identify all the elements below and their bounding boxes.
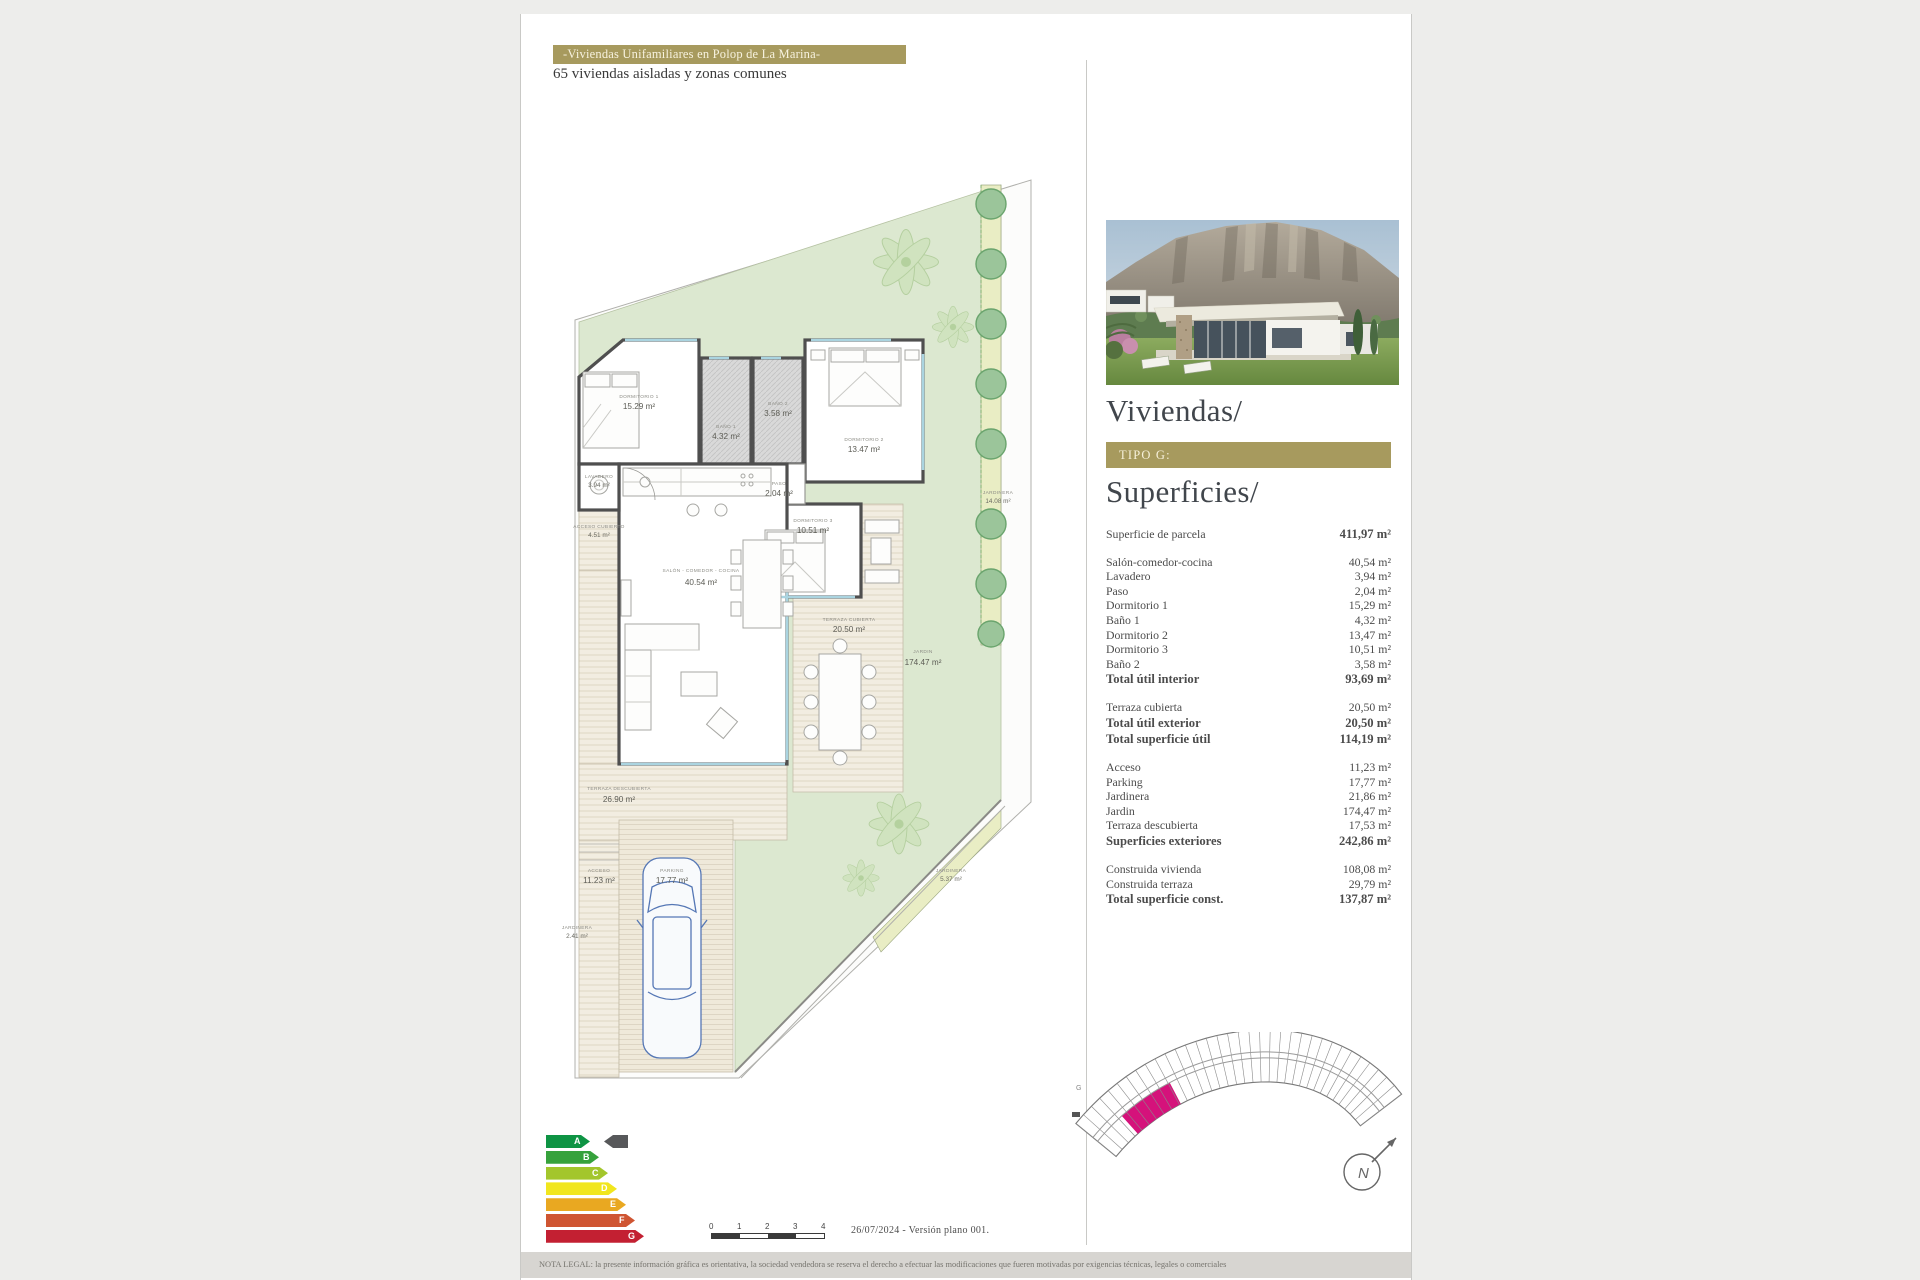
svg-text:DORMITORIO 3: DORMITORIO 3 — [793, 519, 833, 524]
surface-row: Paso 2,04 m² — [1106, 583, 1391, 598]
surface-row: Terraza descubierta 17,53 m² — [1106, 818, 1391, 833]
svg-text:11.23 m²: 11.23 m² — [583, 876, 615, 885]
plots-band — [1076, 1032, 1402, 1157]
svg-text:4.51 m²: 4.51 m² — [588, 532, 610, 539]
surface-row: Dormitorio 1 15,29 m² — [1106, 598, 1391, 613]
svg-text:BAÑO 1: BAÑO 1 — [716, 425, 736, 430]
energy-row-b: B — [546, 1151, 746, 1164]
svg-text:TERRAZA DESCUBIERTA: TERRAZA DESCUBIERTA — [587, 787, 651, 792]
palm-tree-icon — [869, 794, 929, 854]
svg-text:JARDINERA: JARDINERA — [561, 926, 593, 931]
svg-text:ACCESO CUBIERTO: ACCESO CUBIERTO — [573, 525, 625, 530]
room-bano-1 — [701, 358, 751, 464]
svg-text:BAÑO 2: BAÑO 2 — [768, 402, 788, 407]
car-icon — [637, 858, 707, 1058]
svg-text:N: N — [1358, 1165, 1369, 1182]
scale-bar: 0 1 2 3 4 — [711, 1222, 831, 1242]
energy-row-f: F — [546, 1214, 746, 1227]
rating-cursor-icon — [604, 1135, 628, 1148]
svg-text:DORMITORIO 1: DORMITORIO 1 — [619, 395, 659, 400]
svg-text:10.51 m²: 10.51 m² — [796, 526, 830, 535]
surface-row: Baño 1 4,32 m² — [1106, 612, 1391, 627]
acceso-cubierto — [579, 510, 619, 570]
svg-text:JARDIN: JARDIN — [913, 650, 933, 655]
project-subtitle: 65 viviendas aisladas y zonas comunes — [553, 66, 787, 82]
surface-row: Total superficie útil 114,19 m² — [1106, 731, 1391, 746]
surface-row: Superficies exteriores 242,86 m² — [1106, 833, 1391, 848]
version-text: 26/07/2024 - Versión plano 001. — [851, 1225, 990, 1236]
site-plan — [1066, 1032, 1411, 1202]
site-plan-mark: G — [1076, 1085, 1082, 1092]
surface-row: Acceso 11,23 m² — [1106, 759, 1391, 774]
surface-row: Baño 2 3,58 m² — [1106, 656, 1391, 671]
svg-text:JARDINERA: JARDINERA — [935, 869, 967, 874]
svg-text:26.90 m²: 26.90 m² — [602, 795, 636, 804]
surface-row: Construida terraza 29,79 m² — [1106, 876, 1391, 891]
surface-row: Construida vivienda 108,08 m² — [1106, 861, 1391, 876]
legal-footer: NOTA LEGAL: la presente información gráfica es orientativa, la sociedad vendedora se reserva el derecho a efectuar las modificaciones que fueren motivadas por exigencias técnicas, legales o comerciales — [521, 1252, 1411, 1278]
surface-row: Jardinera 21,86 m² — [1106, 789, 1391, 804]
palm-tree-icon — [932, 306, 974, 348]
panel-title: Viviendas/ — [1106, 393, 1243, 428]
svg-text:14.08 m²: 14.08 m² — [985, 498, 1011, 505]
svg-text:JARDINERA: JARDINERA — [982, 491, 1014, 496]
surface-row: Total útil interior 93,69 m² — [1106, 672, 1391, 687]
north-arrow-icon — [1344, 1138, 1396, 1190]
svg-text:40.54 m²: 40.54 m² — [684, 578, 718, 587]
svg-text:5.37 m²: 5.37 m² — [940, 876, 962, 883]
svg-text:ACCESO: ACCESO — [587, 869, 611, 874]
surface-row: Total útil exterior 20,50 m² — [1106, 715, 1391, 730]
svg-text:TERRAZA CUBIERTA: TERRAZA CUBIERTA — [822, 618, 876, 623]
section-title: Superficies/ — [1106, 474, 1259, 509]
svg-text:17.77 m²: 17.77 m² — [655, 876, 689, 885]
svg-text:PARKING: PARKING — [660, 869, 684, 874]
svg-text:174.47 m²: 174.47 m² — [904, 658, 942, 667]
project-title-band: -Viviendas Unifamiliares en Polop de La Marina- — [553, 45, 906, 64]
palm-tree-icon — [874, 230, 939, 295]
svg-text:15.29 m²: 15.29 m² — [622, 402, 656, 411]
plan-sheet-page — [520, 0, 1412, 1280]
surface-row: Dormitorio 3 10,51 m² — [1106, 642, 1391, 657]
surface-row: Total superficie const. 137,87 m² — [1106, 892, 1391, 907]
energy-row-d: D — [546, 1182, 746, 1195]
energy-row-c: C — [546, 1167, 746, 1180]
cypress-tree — [1353, 309, 1363, 355]
svg-text:DORMITORIO 2: DORMITORIO 2 — [844, 438, 884, 443]
svg-text:LAVADERO: LAVADERO — [584, 475, 614, 480]
palm-tree-icon — [843, 860, 879, 896]
svg-text:SALÓN - COMEDOR - COCINA: SALÓN - COMEDOR - COCINA — [662, 569, 740, 574]
svg-text:PASO: PASO — [771, 482, 787, 487]
surface-row: Dormitorio 2 13,47 m² — [1106, 627, 1391, 642]
svg-text:3.94 m²: 3.94 m² — [588, 482, 610, 489]
villa-render-photo — [1106, 220, 1399, 385]
svg-text:3.58 m²: 3.58 m² — [764, 409, 792, 418]
svg-text:4.32 m²: 4.32 m² — [712, 432, 740, 441]
canvas-top-margin — [0, 0, 1920, 14]
svg-text:13.47 m²: 13.47 m² — [847, 445, 881, 454]
energy-row-g: G — [546, 1230, 746, 1243]
surface-row: Parking 17,77 m² — [1106, 774, 1391, 789]
floor-plan — [561, 172, 1041, 1102]
surface-row: Salón-comedor-cocina 40,54 m² — [1106, 554, 1391, 569]
surfaces-table — [1106, 527, 1391, 907]
energy-row-e: E — [546, 1198, 746, 1211]
surface-row: Jardin 174,47 m² — [1106, 803, 1391, 818]
svg-text:2.41 m²: 2.41 m² — [566, 933, 588, 940]
svg-text:2.04 m²: 2.04 m² — [765, 489, 793, 498]
cypress-tree — [1370, 319, 1378, 355]
surface-row: Lavadero 3,94 m² — [1106, 569, 1391, 584]
energy-row-a: A — [546, 1135, 746, 1148]
type-label-band: TIPO G: — [1106, 442, 1391, 468]
site-plan-chip — [1072, 1112, 1080, 1117]
surface-row: Terraza cubierta 20,50 m² — [1106, 700, 1391, 715]
surface-row: Superficie de parcela 411,97 m² — [1106, 527, 1391, 541]
svg-text:20.50 m²: 20.50 m² — [832, 625, 866, 634]
